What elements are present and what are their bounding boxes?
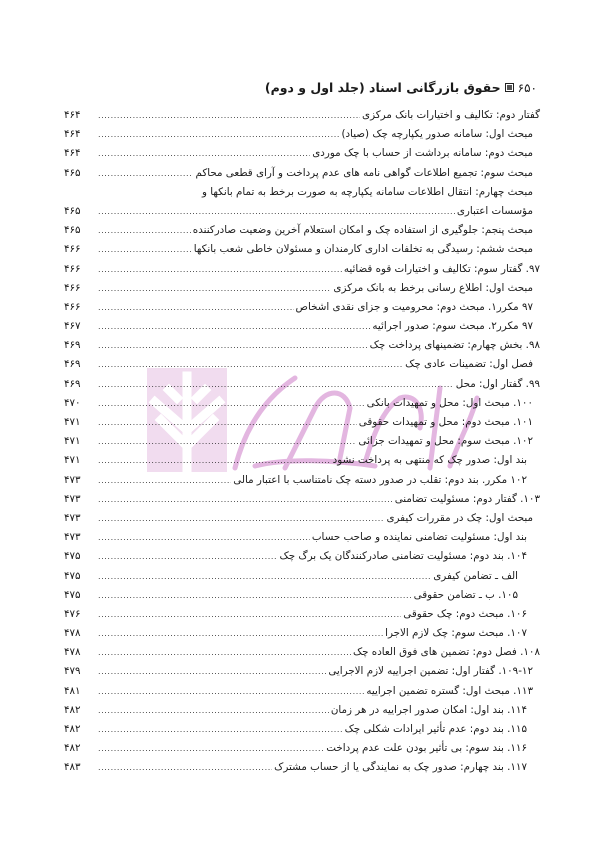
- toc-entry-title: ۱۰۴. بند دوم: مسئولیت تضامنی صادرکنندگان یک برگ چک: [279, 550, 527, 563]
- toc-entry[interactable]: [62, 490, 540, 509]
- toc-entry-page: ۴۷۵: [64, 588, 81, 601]
- toc-entry-page: ۴۶۹: [64, 358, 81, 371]
- toc-entry-page: ۴۶۵: [64, 224, 81, 237]
- toc-entry-first-line: [62, 183, 533, 202]
- toc-entry-page: ۴۸۲: [64, 742, 81, 755]
- toc-entry-page: ۴۷۳: [64, 531, 81, 544]
- toc-entry[interactable]: [62, 720, 540, 739]
- toc-entry-page: ۴۷۱: [64, 454, 81, 467]
- toc-entry[interactable]: [62, 413, 540, 432]
- dot-leader: [98, 394, 365, 413]
- toc-entry-continuation: مؤسسات اعتباری: [456, 204, 533, 217]
- toc-entry[interactable]: [62, 682, 540, 701]
- dot-leader: [98, 413, 357, 432]
- toc-entry-title: ۱۱۷. بند چهارم: صدور چک به نمایندگی یا از حساب مشترک: [274, 761, 527, 774]
- toc-entry-page: ۴۶۴: [64, 147, 81, 160]
- toc-entry-page: ۴۶۴: [64, 128, 81, 141]
- toc-entry[interactable]: [62, 336, 540, 355]
- toc-entry-title: ۱۰۳. گفتار دوم: مسئولیت تضامنی: [394, 492, 540, 505]
- toc-entry-title: ۱۱۴. بند اول: امکان صدور اجراییه در هر زمان: [330, 703, 527, 716]
- toc-entry-page: ۴۷۰: [64, 396, 81, 409]
- toc-entry[interactable]: [62, 509, 540, 528]
- dot-leader: [98, 164, 193, 183]
- dot-leader: [98, 317, 370, 336]
- toc-entry-title: بند اول: مسئولیت تضامنی نماینده و صاحب حساب: [311, 531, 527, 544]
- dot-leader: [98, 682, 364, 701]
- toc-entry[interactable]: [62, 164, 540, 183]
- toc-entry[interactable]: [62, 662, 540, 681]
- dot-leader: [98, 605, 401, 624]
- dot-leader: [98, 643, 351, 662]
- square-bullet-icon: [505, 83, 514, 92]
- toc-entry[interactable]: [62, 586, 540, 605]
- toc-entry-page: ۴۷۶: [64, 607, 81, 620]
- toc-entry[interactable]: [62, 279, 540, 298]
- toc-entry-title: مبحث دوم: سامانه برداشت از حساب با چک موردی: [312, 147, 533, 160]
- toc-entry-title: ۱۰۵. ب ـ تضامن حقوقی: [413, 588, 518, 601]
- toc-entry-page: ۴۷۱: [64, 435, 81, 448]
- toc-entry[interactable]: [62, 375, 540, 394]
- toc-entry-title: ۱۰۷. مبحث سوم: چک لازم الاجرا: [385, 627, 527, 640]
- dot-leader: [98, 240, 192, 259]
- toc-entry-title: ۱۰۶. مبحث دوم: چک حقوقی: [403, 607, 527, 620]
- toc-entry[interactable]: [62, 451, 540, 470]
- toc-entry-page: ۴۶۶: [64, 262, 81, 275]
- dot-leader: [98, 509, 384, 528]
- toc-entry-title: مبحث اول: اطلاع رسانی برخط به بانک مرکزی: [333, 281, 533, 294]
- toc-entry-title: مبحث سوم: تجمیع اطلاعات گواهی نامه های عدم پرداخت و آرای قطعی محاکم: [195, 166, 533, 179]
- toc-entry-page: ۴۷۸: [64, 627, 81, 640]
- toc-entry-title: مبحث اول: چک در مقررات کیفری: [386, 511, 533, 524]
- dot-leader: [98, 471, 231, 490]
- toc-entry-title: مبحث پنجم: جلوگیری از استفاده چک و امکان استعلام آخرین وضعیت صادرکننده: [192, 224, 533, 237]
- toc-entry-page: ۴۸۱: [64, 684, 81, 697]
- toc-entry-title: ۱۰۲ مکرر. بند دوم: تقلب در صدور دسته چک نامتناسب با اعتبار مالی: [233, 473, 527, 486]
- toc-entry-title: ۹۷ مکرر۱. مبحث دوم: محرومیت و جزای نقدی اشخاص: [295, 300, 533, 313]
- toc-entry-page: ۴۷۳: [64, 492, 81, 505]
- toc-entry[interactable]: [62, 432, 540, 451]
- page-header: [265, 80, 537, 95]
- dot-leader: [98, 701, 329, 720]
- toc-entry-page: ۴۷۵: [64, 550, 81, 563]
- toc-entry-title: ۱۱۶. بند سوم: بی تأثیر بودن علت عدم پرداخت: [326, 742, 527, 755]
- dot-leader: [98, 739, 324, 758]
- toc-entry-title: ۹۹. گفتار اول: محل: [455, 377, 540, 390]
- toc-entry-title: الف ـ تضامن کیفری: [433, 569, 518, 582]
- toc-entry-title: ۱۰۰. مبحث اول: محل و تمهیدات بانکی: [366, 396, 533, 409]
- toc-entry-wrapped[interactable]: [62, 183, 540, 221]
- toc-entry-continuation-line: [62, 202, 533, 221]
- dot-leader: [98, 355, 403, 374]
- toc-entry-page: ۴۷۳: [64, 511, 81, 524]
- toc-entry-page: ۴۸۲: [64, 723, 81, 735]
- toc-entry[interactable]: [62, 643, 540, 662]
- toc-entry-page: ۴۷۸: [64, 646, 81, 659]
- toc-entry[interactable]: [62, 394, 540, 413]
- toc-entry-page: ۴۷۱: [64, 416, 81, 428]
- toc-entry[interactable]: [62, 528, 540, 547]
- dot-leader: [98, 528, 310, 547]
- toc-entry[interactable]: [62, 125, 540, 144]
- toc-entry[interactable]: [62, 758, 540, 777]
- page-number: ۶۵۰: [517, 80, 537, 95]
- toc-entry-page: ۴۶۶: [64, 300, 81, 313]
- toc-entry-page: ۴۸۲: [64, 703, 81, 716]
- toc-entry-page: ۴۸۳: [64, 761, 81, 774]
- toc-entry-page: ۴۶۹: [64, 377, 81, 390]
- toc-entry[interactable]: [62, 605, 540, 624]
- toc-entry-title: فصل اول: تضمینات عادی چک: [405, 358, 533, 371]
- dot-leader: [98, 662, 326, 681]
- toc-entry[interactable]: [62, 624, 540, 643]
- toc-entry-page: ۴۷۹: [64, 665, 81, 678]
- toc-entry-title: ۱۱۵. بند دوم: عدم تأثیر ایرادات شکلی چک: [344, 723, 527, 735]
- toc-entry-page: ۴۶۴: [64, 109, 81, 121]
- dot-leader: [98, 260, 342, 279]
- toc-entry[interactable]: [62, 739, 540, 758]
- toc-entry-title: ۱۰۲. مبحث سوم: محل و تمهیدات جزائی: [358, 435, 533, 448]
- dot-leader: [98, 586, 412, 605]
- toc-entry[interactable]: [62, 240, 540, 259]
- dot-leader: [98, 720, 343, 739]
- toc-entry[interactable]: [62, 547, 540, 566]
- toc-entry[interactable]: [62, 221, 540, 240]
- toc-entry[interactable]: [62, 471, 540, 490]
- toc-entry-title: بند اول: صدور چک که منتهی به پرداخت نشود: [332, 454, 527, 467]
- toc-entry-page: ۴۶۷: [64, 320, 81, 333]
- dot-leader: [98, 624, 383, 643]
- toc-entry[interactable]: [62, 701, 540, 720]
- toc-entry-title: گفتار دوم: تکالیف و اختیارات بانک مرکزی: [362, 109, 540, 121]
- toc-entry-title: مبحث چهارم: انتقال اطلاعات سامانه یکپارچه به صورت برخط به تمام بانکها و: [202, 185, 533, 198]
- table-of-contents: [62, 106, 540, 778]
- toc-entry-page: ۴۶۵: [64, 204, 81, 217]
- dot-leader: [98, 375, 454, 394]
- toc-entry[interactable]: [62, 317, 540, 336]
- dot-leader: [98, 490, 393, 509]
- toc-entry-title: ۱۱۳. مبحث اول: گستره تضمین اجراییه: [366, 684, 533, 697]
- toc-entry-title: ۹۷. گفتار سوم: تکالیف و اختیارات قوه قضائیه: [343, 262, 540, 275]
- dot-leader: [98, 221, 191, 240]
- toc-entry[interactable]: [62, 106, 540, 125]
- toc-entry-page: ۴۶۶: [64, 281, 81, 294]
- toc-entry[interactable]: [62, 144, 540, 163]
- toc-entry-title: مبحث اول: سامانه صدور یکپارچه چک (صیاد): [341, 128, 533, 141]
- toc-entry-title: مبحث ششم: رسیدگی به تخلفات اداری کارمندان و مسئولان خاطی شعب بانکها: [193, 243, 533, 256]
- toc-entry-title: ۹۷ مکرر۲. مبحث سوم: صدور اجرائیه: [372, 320, 533, 333]
- toc-entry-title: ۱۰۸. فصل دوم: تضمین های فوق العاده چک: [352, 646, 540, 659]
- toc-entry-title: ۱۰۹-۱۲. گفتار اول: تضمین اجراییه لازم الاجرایی: [328, 665, 533, 678]
- dot-leader: [98, 567, 431, 586]
- dot-leader: [98, 106, 360, 125]
- dot-leader: [98, 144, 310, 163]
- dot-leader: [98, 547, 278, 566]
- toc-entry-title: ۱۰۱. مبحث دوم: محل و تمهیدات حقوقی: [358, 416, 533, 428]
- dot-leader: [98, 298, 294, 317]
- toc-entry[interactable]: [62, 298, 540, 317]
- dot-leader: [98, 279, 331, 298]
- dot-leader: [98, 202, 455, 221]
- toc-entry[interactable]: [62, 567, 540, 586]
- toc-entry-page: ۴۶۹: [64, 339, 81, 352]
- dot-leader: [98, 432, 356, 451]
- dot-leader: [98, 451, 331, 470]
- dot-leader: [98, 336, 368, 355]
- dot-leader: [98, 125, 339, 144]
- toc-entry-page: ۴۶۵: [64, 166, 81, 179]
- book-title: حقوق بازرگانی اسناد (جلد اول و دوم): [264, 80, 501, 95]
- toc-entry-title: ۹۸. بخش چهارم: تضمینهای پرداخت چک: [369, 339, 540, 352]
- dot-leader: [98, 758, 272, 777]
- toc-entry-page: ۴۷۵: [64, 569, 81, 582]
- toc-entry[interactable]: [62, 355, 540, 374]
- toc-entry[interactable]: [62, 260, 540, 279]
- toc-entry-page: ۴۷۳: [64, 473, 81, 486]
- toc-entry-page: ۴۶۶: [64, 243, 81, 256]
